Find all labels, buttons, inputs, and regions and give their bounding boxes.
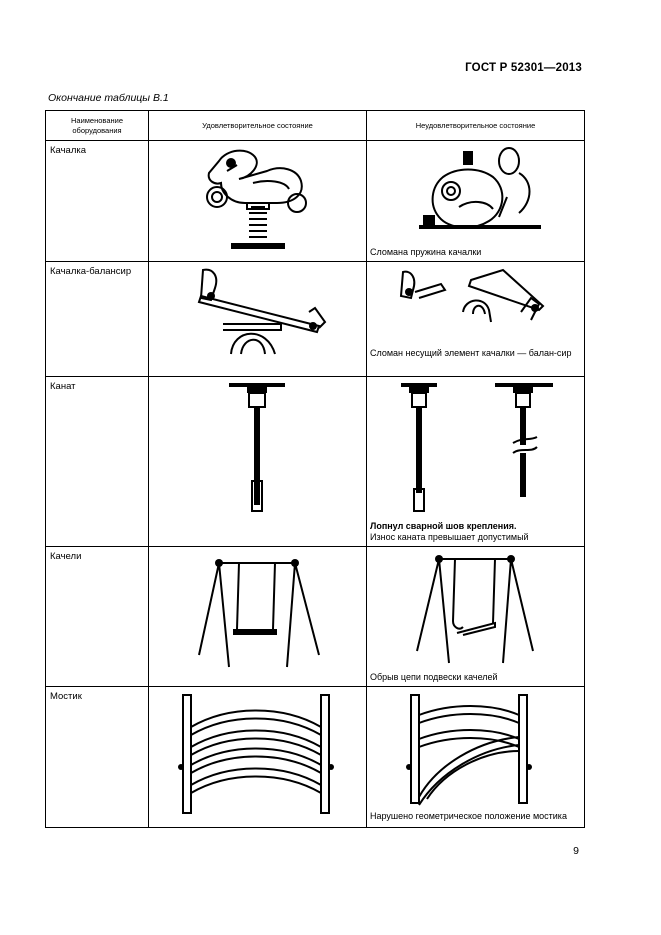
- row-name-rope: Канат: [46, 377, 149, 547]
- bad-seesaw-figure: [367, 262, 585, 377]
- bridge-illustration: [149, 687, 366, 822]
- bad-rope-figure: [367, 377, 585, 547]
- bad-note-bridge: Нарушено геометрическое положение мостика: [370, 811, 567, 821]
- rope-illustration: [149, 377, 366, 537]
- bad-note-rope-bold: Лопнул сварной шов крепления.: [370, 521, 517, 531]
- seesaw-illustration: [149, 262, 366, 374]
- broken-seesaw-illustration: [367, 262, 584, 352]
- table-header-row: [46, 111, 585, 141]
- table-caption: Окончание таблицы В.1: [48, 92, 169, 104]
- bad-swing-figure: [367, 547, 585, 687]
- rocker-motorcycle-illustration: [149, 141, 366, 261]
- table-row: [46, 262, 585, 377]
- deformed-bridge-illustration: [367, 687, 584, 811]
- table-row: [46, 141, 585, 262]
- bad-note-seesaw: Сломан несущий элемент качалки — балан-сир: [370, 348, 572, 358]
- good-seesaw-figure: [149, 262, 367, 377]
- worn-rope-illustration: [367, 377, 584, 517]
- row-name-bridge: Мостик: [46, 687, 149, 828]
- good-bridge-figure: [149, 687, 367, 828]
- row-name-seesaw: Качалка-балансир: [46, 262, 149, 377]
- table-row: [46, 687, 585, 828]
- good-rocker-figure: [149, 141, 367, 262]
- bad-rocker-figure: [367, 141, 585, 262]
- header-bad-condition: Неудовлетворительное состояние: [367, 111, 585, 141]
- header-good-condition: Удовлетворительное состояние: [149, 111, 367, 141]
- bad-note-rope-text: Износ каната превышает допустимый: [370, 532, 529, 542]
- document-standard-number: ГОСТ Р 52301—2013: [465, 62, 582, 74]
- bad-note-rope: [370, 521, 529, 543]
- row-name-swing: Качели: [46, 547, 149, 687]
- good-rope-figure: [149, 377, 367, 547]
- equipment-condition-table: [45, 110, 585, 828]
- bad-note-swing: Обрыв цепи подвески качелей: [370, 672, 498, 682]
- broken-swing-illustration: [367, 547, 584, 667]
- table-row: [46, 377, 585, 547]
- table-row: [46, 547, 585, 687]
- swing-illustration: [149, 547, 366, 682]
- page-number: 9: [573, 845, 579, 857]
- header-equipment-name: Наименование оборудования: [46, 111, 149, 141]
- bad-note-rocker: Сломана пружина качалки: [370, 247, 482, 257]
- broken-rocker-illustration: [367, 141, 584, 245]
- good-swing-figure: [149, 547, 367, 687]
- bad-bridge-figure: [367, 687, 585, 828]
- row-name-rocker: Качалка: [46, 141, 149, 262]
